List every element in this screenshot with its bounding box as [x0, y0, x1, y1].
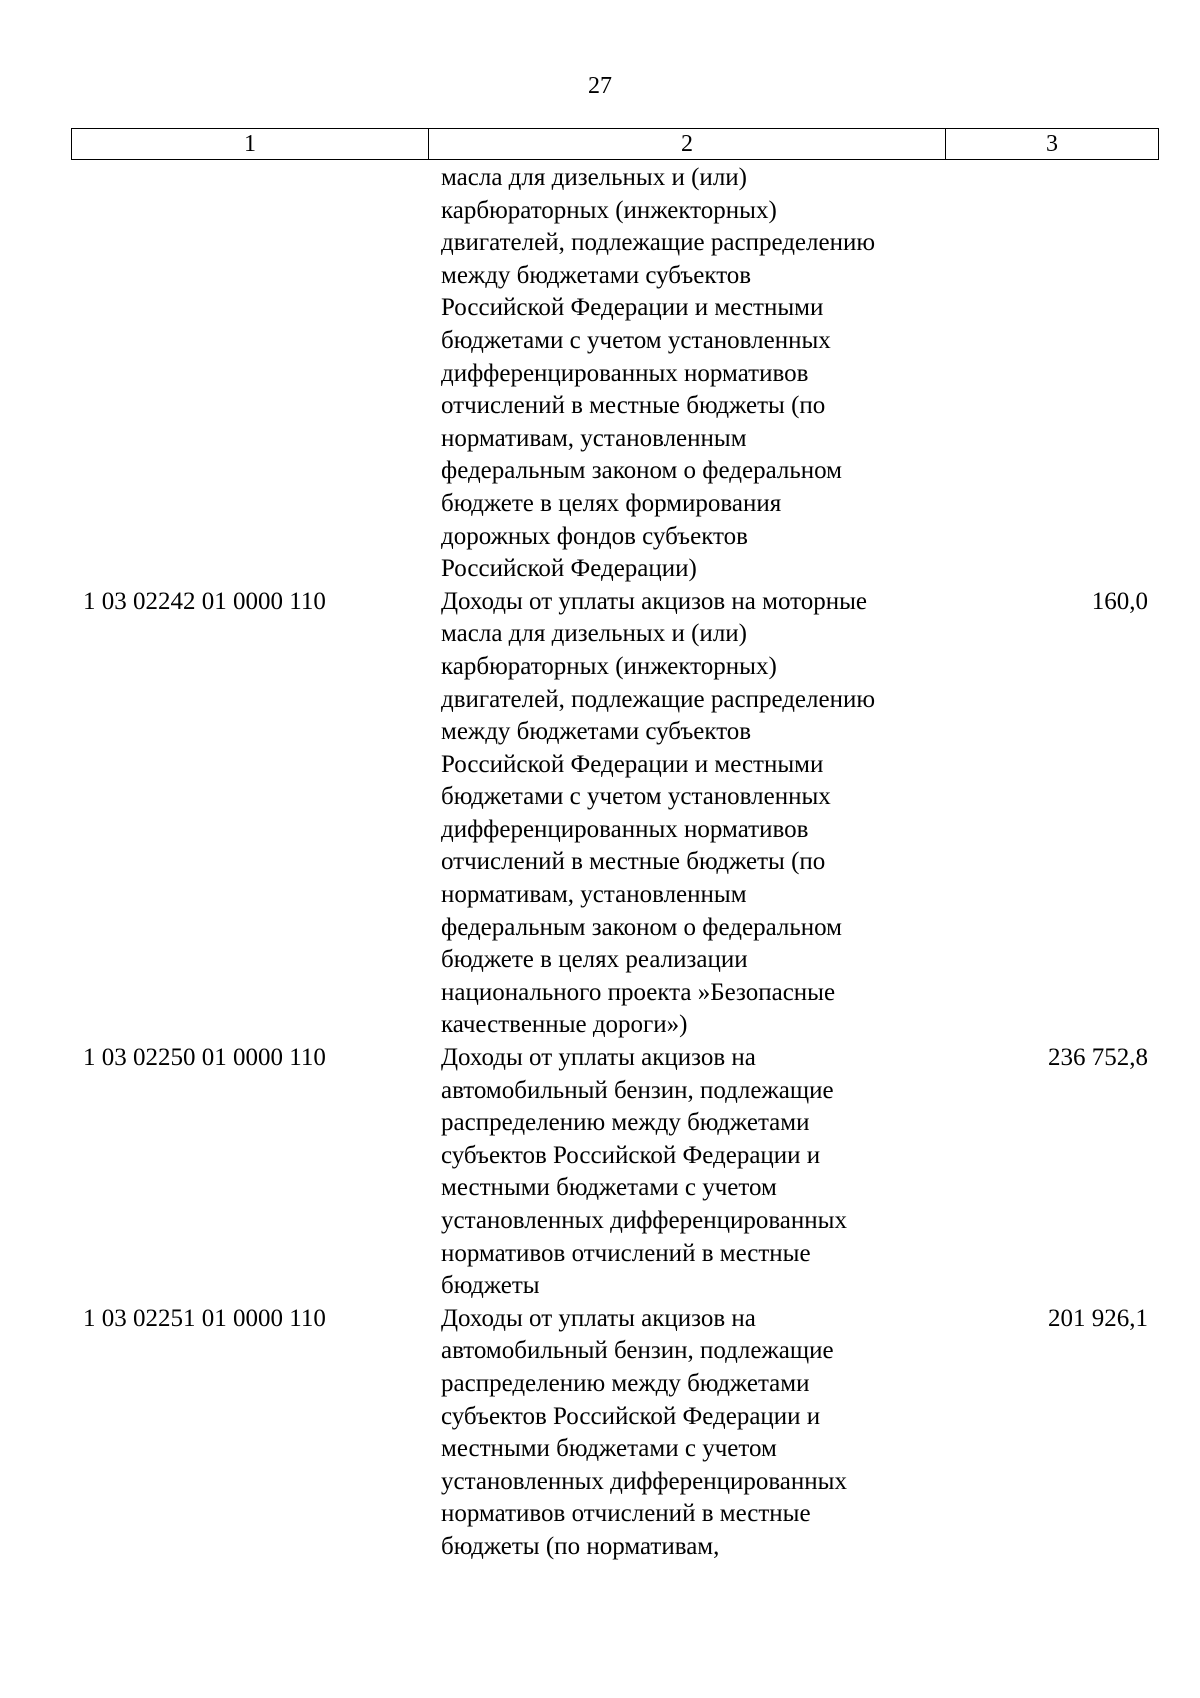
income-description-cell: масла для дизельных и (или) карбюраторных (инжекторных) двигателей, подлежащие распределению между бюджетами субъектов Российской Федерации и местными бюджетами с учетом установленных дифференцированных нормативов отчислений в местные бюджеты (по нормативам, установленным федеральным законом о федеральном бюджете в целях формирования дорожных фондов субъектов Российской Федерации) — [441, 164, 876, 583]
column-header-table — [71, 128, 1159, 160]
column-header-1: 1 — [72, 129, 429, 160]
table-row — [0, 1303, 1200, 1564]
budget-code-cell: 1 03 02242 01 0000 110 — [83, 587, 326, 615]
page-number: 27 — [588, 73, 612, 99]
column-header-3: 3 — [946, 129, 1159, 160]
column-header-2: 2 — [429, 129, 946, 160]
table-row — [0, 1042, 1200, 1303]
amount-cell: 236 752,8 — [1048, 1044, 1148, 1072]
amount-cell: 160,0 — [1091, 587, 1148, 615]
income-description-cell: Доходы от уплаты акцизов на автомобильный бензин, подлежащие распределению между бюджетами субъектов Российской Федерации и местными бюджетами с учетом установленных дифференцированных нормативов отчислений в местные бюджеты — [441, 1044, 847, 1300]
table-row — [0, 162, 1200, 586]
table-body — [0, 162, 1200, 1564]
table-row — [0, 586, 1200, 1042]
income-description-cell: Доходы от уплаты акцизов на моторные масла для дизельных и (или) карбюраторных (инжекторных) двигателей, подлежащие распределению между бюджетами субъектов Российской Федерации и местными бюджетами с учетом установленных дифференцированных нормативов отчислений в местные бюджеты (по нормативам, установленным федеральным законом о федеральном бюджете в целях реализации национального проекта »Безопасные качественные дороги») — [441, 587, 876, 1039]
amount-cell: 201 926,1 — [1048, 1304, 1148, 1332]
budget-code-cell: 1 03 02251 01 0000 110 — [83, 1304, 326, 1332]
budget-code-cell: 1 03 02250 01 0000 110 — [83, 1044, 326, 1072]
column-header-row — [72, 129, 1159, 160]
income-description-cell: Доходы от уплаты акцизов на автомобильный бензин, подлежащие распределению между бюджетами субъектов Российской Федерации и местными бюджетами с учетом установленных дифференцированных нормативов отчислений в местные бюджеты (по нормативам, — [441, 1304, 847, 1560]
